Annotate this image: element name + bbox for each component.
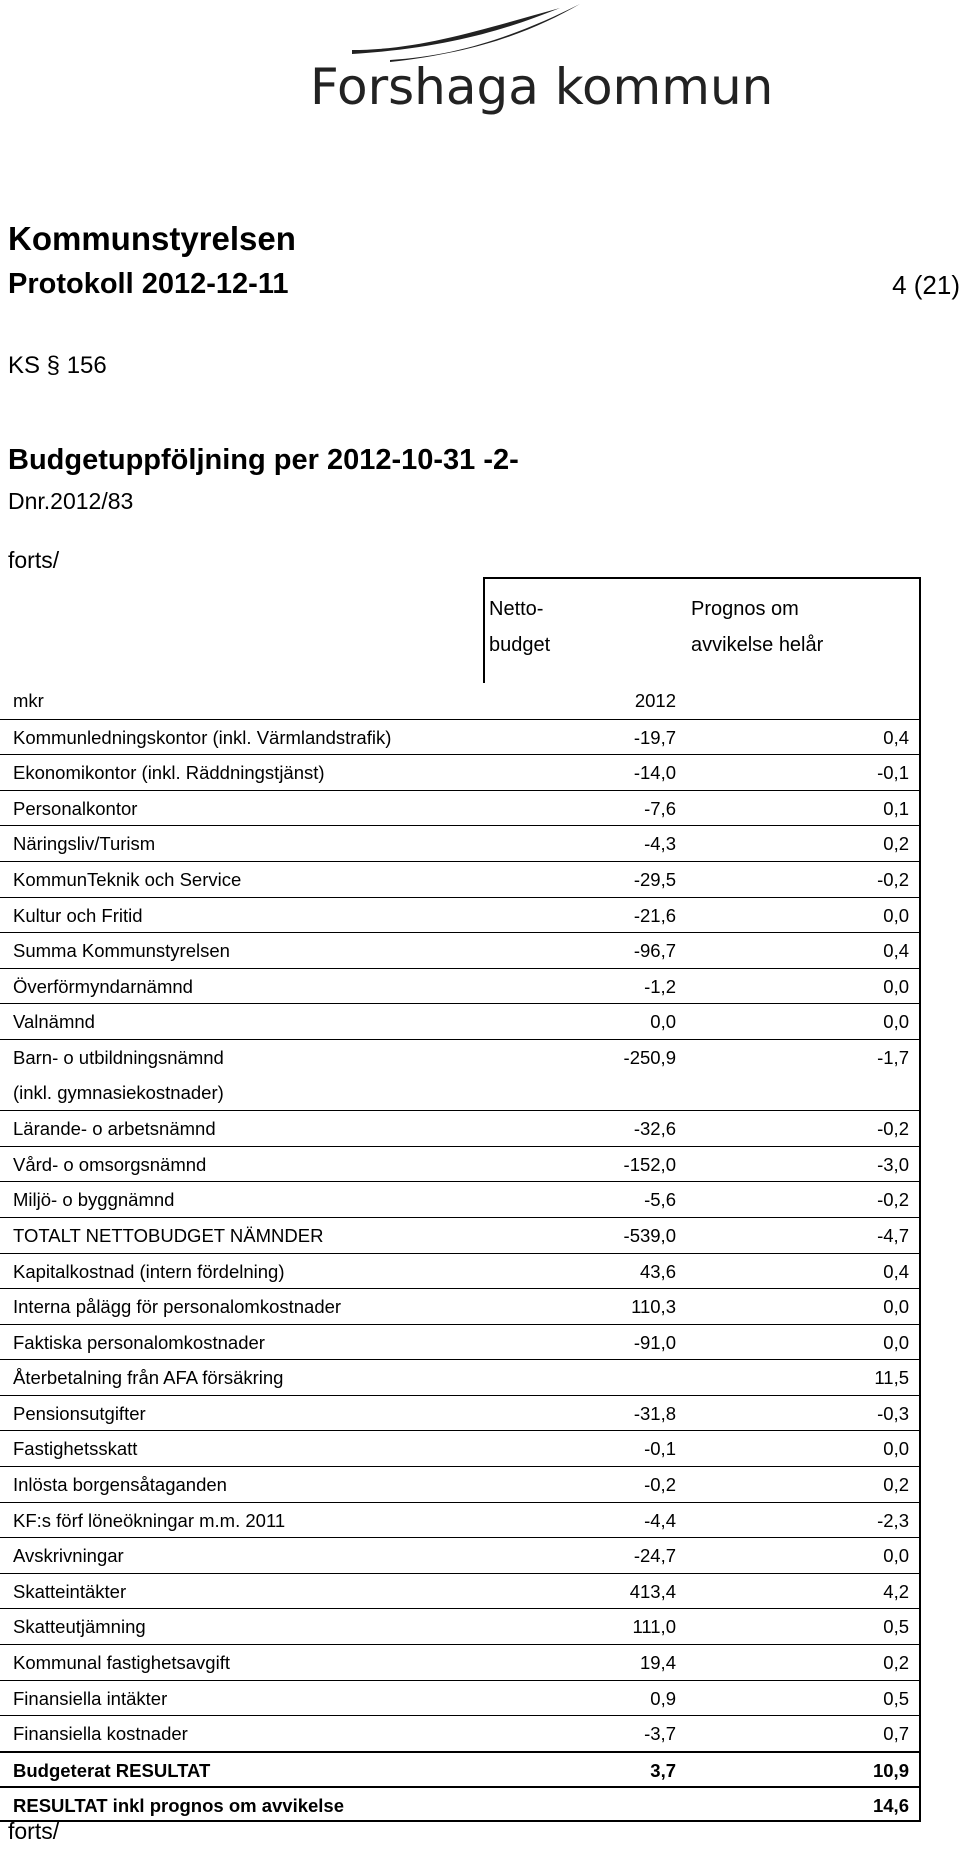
row-budget: -4,3 — [644, 833, 676, 855]
row-prognos: 14,6 — [872, 1795, 909, 1817]
row-prognos: 0,0 — [883, 1331, 909, 1353]
row-prognos: 4,2 — [883, 1580, 909, 1602]
row-label: Finansiella kostnader — [13, 1723, 188, 1745]
row-label: Valnämnd — [13, 1011, 95, 1033]
row-label: Skatteintäkter — [13, 1580, 127, 1602]
table-row — [0, 1395, 921, 1431]
header-right-border — [919, 577, 921, 683]
row-prognos: 0,2 — [883, 1652, 909, 1674]
row-budget: -0,1 — [644, 1438, 676, 1460]
row-label: Skatteutjämning — [13, 1616, 146, 1638]
row-prognos: 0,4 — [883, 940, 909, 962]
row-prognos: 0,4 — [883, 726, 909, 748]
row-budget: -32,6 — [633, 1118, 676, 1140]
row-prognos: -1,7 — [877, 1046, 909, 1068]
table-row — [0, 1359, 921, 1395]
table-row — [0, 1039, 921, 1075]
table-row — [0, 1075, 921, 1111]
header-top-border — [483, 577, 921, 579]
year-label: 2012 — [634, 690, 676, 711]
row-label: Barn- o utbildningsnämnd — [13, 1046, 224, 1068]
row-prognos: 0,2 — [883, 1474, 909, 1496]
table-row — [0, 754, 921, 790]
final-result-row — [0, 1786, 921, 1822]
row-prognos: -2,3 — [877, 1509, 909, 1531]
row-label: KF:s förf löneökningar m.m. 2011 — [13, 1509, 286, 1531]
result-row — [0, 1751, 921, 1787]
budget-header-line1: Netto- — [489, 598, 544, 620]
row-budget: -19,7 — [633, 726, 676, 748]
forshaga-logo — [310, 0, 774, 120]
row-prognos: -0,2 — [877, 1118, 909, 1140]
table-row — [0, 1680, 921, 1716]
table-row — [0, 1003, 921, 1039]
table-row — [0, 1608, 921, 1644]
table-row — [0, 719, 921, 755]
row-budget: -5,6 — [644, 1189, 676, 1211]
logo-swoosh-icon — [350, 0, 650, 62]
row-budget: -14,0 — [633, 762, 676, 784]
row-label: RESULTAT inkl prognos om avvikelse — [13, 1795, 345, 1817]
row-label: Budgeterat RESULTAT — [13, 1759, 211, 1781]
row-budget: -250,9 — [623, 1046, 676, 1068]
row-prognos: 11,5 — [874, 1367, 909, 1389]
row-label: Avskrivningar — [13, 1545, 124, 1567]
row-budget: 0,9 — [650, 1687, 676, 1709]
row-prognos: 0,0 — [883, 904, 909, 926]
budget-header-line2: budget — [489, 634, 551, 656]
row-budget: -96,7 — [633, 940, 676, 962]
protocol-date: Protokoll 2012-12-11 — [8, 268, 289, 300]
row-budget: -1,2 — [644, 975, 676, 997]
table-row — [0, 1110, 921, 1146]
table-row — [0, 897, 921, 933]
row-label: Kommunal fastighetsavgift — [13, 1652, 230, 1674]
section-reference: KS § 156 — [8, 352, 107, 379]
row-prognos: 0,5 — [883, 1616, 909, 1638]
row-budget: 3,7 — [650, 1759, 676, 1781]
row-prognos: 0,5 — [883, 1687, 909, 1709]
row-prognos: 10,9 — [872, 1759, 909, 1781]
row-prognos: 0,0 — [883, 1438, 909, 1460]
row-prognos: -0,2 — [877, 868, 909, 890]
row-budget: 19,4 — [639, 1652, 676, 1674]
diary-number: Dnr.2012/83 — [8, 488, 134, 514]
row-budget: -91,0 — [633, 1331, 676, 1353]
row-budget: -4,4 — [644, 1509, 676, 1531]
row-budget: 43,6 — [639, 1260, 676, 1282]
row-label: Återbetalning från AFA försäkring — [13, 1367, 284, 1389]
row-prognos: 0,7 — [883, 1723, 909, 1745]
row-budget: -21,6 — [633, 904, 676, 926]
table-row — [0, 1466, 921, 1502]
continued-footer: forts/ — [8, 1818, 60, 1844]
table-row — [0, 1502, 921, 1538]
table-row — [0, 1430, 921, 1466]
row-budget: -3,7 — [644, 1723, 676, 1745]
row-budget: -152,0 — [623, 1153, 676, 1175]
row-label: KommunTeknik och Service — [13, 868, 242, 890]
table-row — [0, 1573, 921, 1609]
row-label: Överförmyndarnämnd — [13, 975, 193, 997]
table-row — [0, 861, 921, 897]
continued-label: forts/ — [8, 547, 60, 573]
row-prognos: -0,1 — [877, 762, 909, 784]
row-prognos: 0,0 — [883, 1545, 909, 1567]
row-label: (inkl. gymnasiekostnader) — [13, 1081, 224, 1103]
table-row — [0, 1715, 921, 1751]
table-row — [0, 825, 921, 861]
row-prognos: 0,1 — [883, 797, 909, 819]
row-label: Ekonomikontor (inkl. Räddningstjänst) — [13, 762, 325, 784]
row-budget: 413,4 — [629, 1580, 676, 1602]
row-prognos: 0,2 — [883, 833, 909, 855]
row-budget: -7,6 — [644, 797, 676, 819]
page-number: 4 (21) — [892, 270, 960, 300]
table-row — [0, 968, 921, 1004]
prognos-header-line1: Prognos om — [691, 598, 799, 620]
header-left-border — [483, 577, 485, 683]
row-label: Miljö- o byggnämnd — [13, 1189, 175, 1211]
row-budget: -29,5 — [633, 868, 676, 890]
row-label: Kapitalkostnad (intern fördelning) — [13, 1260, 285, 1282]
unit-row — [0, 683, 921, 719]
row-prognos: 0,0 — [883, 975, 909, 997]
row-prognos: -3,0 — [877, 1153, 909, 1175]
table-row — [0, 1146, 921, 1182]
budget-table — [0, 577, 921, 1822]
row-label: Faktiska personalomkostnader — [13, 1331, 265, 1353]
row-budget: 110,3 — [631, 1296, 676, 1318]
row-label: TOTALT NETTOBUDGET NÄMNDER — [13, 1224, 324, 1246]
row-label: Pensionsutgifter — [13, 1402, 146, 1424]
row-budget: -0,2 — [644, 1474, 676, 1496]
document-title: Kommunstyrelsen — [8, 220, 296, 257]
table-row — [0, 790, 921, 826]
row-label: Lärande- o arbetsnämnd — [13, 1118, 216, 1140]
row-label: Personalkontor — [13, 797, 138, 819]
table-body — [0, 719, 921, 1751]
budget-column-header — [489, 591, 550, 663]
table-row — [0, 932, 921, 968]
row-prognos: -0,2 — [877, 1189, 909, 1211]
row-label: Kultur och Fritid — [13, 904, 143, 926]
prognos-column-header — [691, 591, 823, 663]
section-heading: Budgetuppföljning per 2012-10-31 -2- — [8, 444, 519, 476]
table-row — [0, 1181, 921, 1217]
row-budget: -24,7 — [633, 1545, 676, 1567]
table-row — [0, 1644, 921, 1680]
table-header — [0, 577, 921, 683]
row-label: Finansiella intäkter — [13, 1687, 168, 1709]
row-budget: 111,0 — [632, 1616, 676, 1638]
table-row — [0, 1537, 921, 1573]
logo-text: Forshaga kommun — [310, 58, 774, 116]
row-label: Näringsliv/Turism — [13, 833, 156, 855]
row-label: Interna pålägg för personalomkostnader — [13, 1296, 342, 1318]
row-prognos: -4,7 — [877, 1224, 909, 1246]
row-label: Vård- o omsorgsnämnd — [13, 1153, 207, 1175]
row-label: Inlösta borgensåtaganden — [13, 1474, 227, 1496]
table-row — [0, 1217, 921, 1253]
row-prognos: 0,0 — [883, 1011, 909, 1033]
row-label: Fastighetsskatt — [13, 1438, 138, 1460]
row-prognos: -0,3 — [877, 1402, 909, 1424]
row-budget: 0,0 — [650, 1011, 676, 1033]
unit-label: mkr — [13, 690, 44, 711]
table-row — [0, 1324, 921, 1360]
row-budget: -31,8 — [633, 1402, 676, 1424]
prognos-header-line2: avvikelse helår — [691, 634, 824, 656]
row-prognos: 0,0 — [883, 1296, 909, 1318]
table-row — [0, 1288, 921, 1324]
row-budget: -539,0 — [623, 1224, 676, 1246]
table-row — [0, 1253, 921, 1289]
row-prognos: 0,4 — [883, 1260, 909, 1282]
row-label: Summa Kommunstyrelsen — [13, 940, 230, 962]
row-label: Kommunledningskontor (inkl. Värmlandstrafik) — [13, 726, 392, 748]
